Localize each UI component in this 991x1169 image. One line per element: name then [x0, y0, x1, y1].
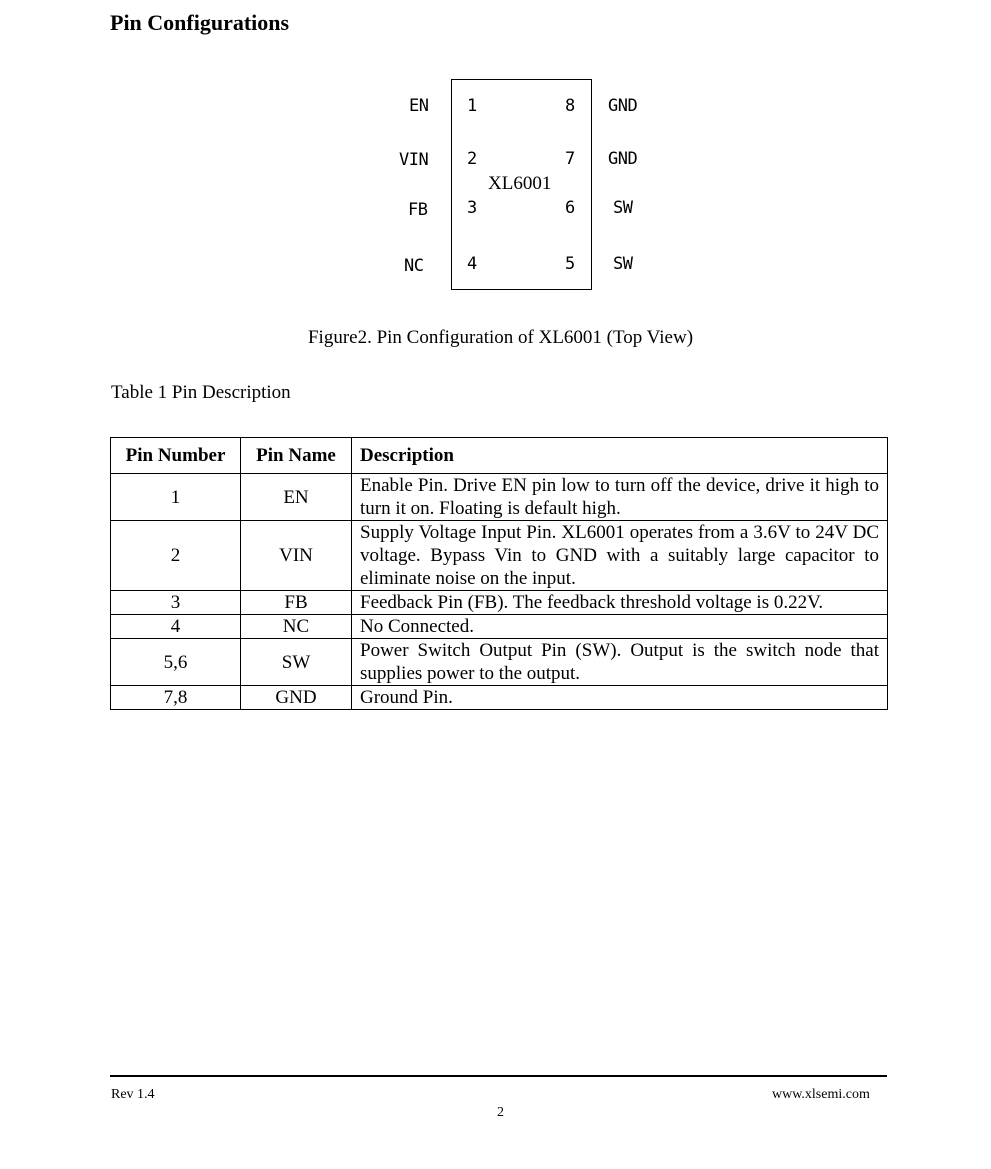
table-row	[111, 521, 888, 591]
pin-label-right: SW	[613, 198, 633, 218]
cell-pin-name: SW	[241, 639, 352, 686]
cell-pin-name: VIN	[241, 521, 352, 591]
pin-number-right: 8	[565, 96, 576, 116]
pin-label-right: GND	[608, 149, 638, 169]
cell-description: Power Switch Output Pin (SW). Output is the switch node that supplies power to the output.	[352, 639, 888, 686]
pin-number-left: 1	[467, 96, 478, 116]
cell-pin-number: 1	[111, 474, 241, 521]
cell-pin-number: 3	[111, 591, 241, 615]
header-pin-name: Pin Name	[241, 438, 352, 474]
cell-pin-name: FB	[241, 591, 352, 615]
footer-revision: Rev 1.4	[111, 1087, 155, 1102]
pin-number-right: 6	[565, 198, 576, 218]
pin-label-left: EN	[409, 96, 429, 116]
cell-description: Supply Voltage Input Pin. XL6001 operates from a 3.6V to 24V DC voltage. Bypass Vin to GND with a suitably large capacitor to eliminate noise on the input.	[352, 521, 888, 591]
pin-number-right: 5	[565, 254, 576, 274]
table-row	[111, 474, 888, 521]
table-row	[111, 591, 888, 615]
cell-pin-name: GND	[241, 686, 352, 710]
table-title: Table 1 Pin Description	[111, 382, 291, 403]
cell-description: Ground Pin.	[352, 686, 888, 710]
table-row	[111, 639, 888, 686]
pin-diagram	[0, 0, 991, 320]
cell-pin-number: 2	[111, 521, 241, 591]
pin-label-left: NC	[404, 256, 424, 276]
header-description: Description	[352, 438, 888, 474]
pin-description-table	[110, 437, 888, 710]
cell-pin-number: 4	[111, 615, 241, 639]
pin-number-left: 2	[467, 149, 478, 169]
footer-website-link[interactable]: www.xlsemi.com	[772, 1087, 870, 1102]
cell-description: No Connected.	[352, 615, 888, 639]
chip-name: XL6001	[488, 173, 552, 194]
page-heading: Pin Configurations	[110, 10, 290, 35]
cell-description: Feedback Pin (FB). The feedback threshold voltage is 0.22V.	[352, 591, 888, 615]
table-row	[111, 615, 888, 639]
pin-label-left: FB	[408, 200, 428, 220]
pin-number-right: 7	[565, 149, 576, 169]
page-number: 2	[497, 1105, 504, 1120]
pin-label-left: VIN	[399, 150, 429, 170]
footer-divider	[110, 1075, 887, 1077]
pin-label-right: SW	[613, 254, 633, 274]
table-row	[111, 686, 888, 710]
cell-pin-number: 5,6	[111, 639, 241, 686]
cell-pin-name: NC	[241, 615, 352, 639]
pin-label-right: GND	[608, 96, 638, 116]
cell-description: Enable Pin. Drive EN pin low to turn off the device, drive it high to turn it on. Floating is default high.	[352, 474, 888, 521]
pin-number-left: 4	[467, 254, 478, 274]
table-header-row	[111, 438, 888, 474]
figure-caption: Figure2. Pin Configuration of XL6001 (Top View)	[307, 327, 694, 348]
pin-number-left: 3	[467, 198, 478, 218]
cell-pin-name: EN	[241, 474, 352, 521]
header-pin-number: Pin Number	[111, 438, 241, 474]
cell-pin-number: 7,8	[111, 686, 241, 710]
